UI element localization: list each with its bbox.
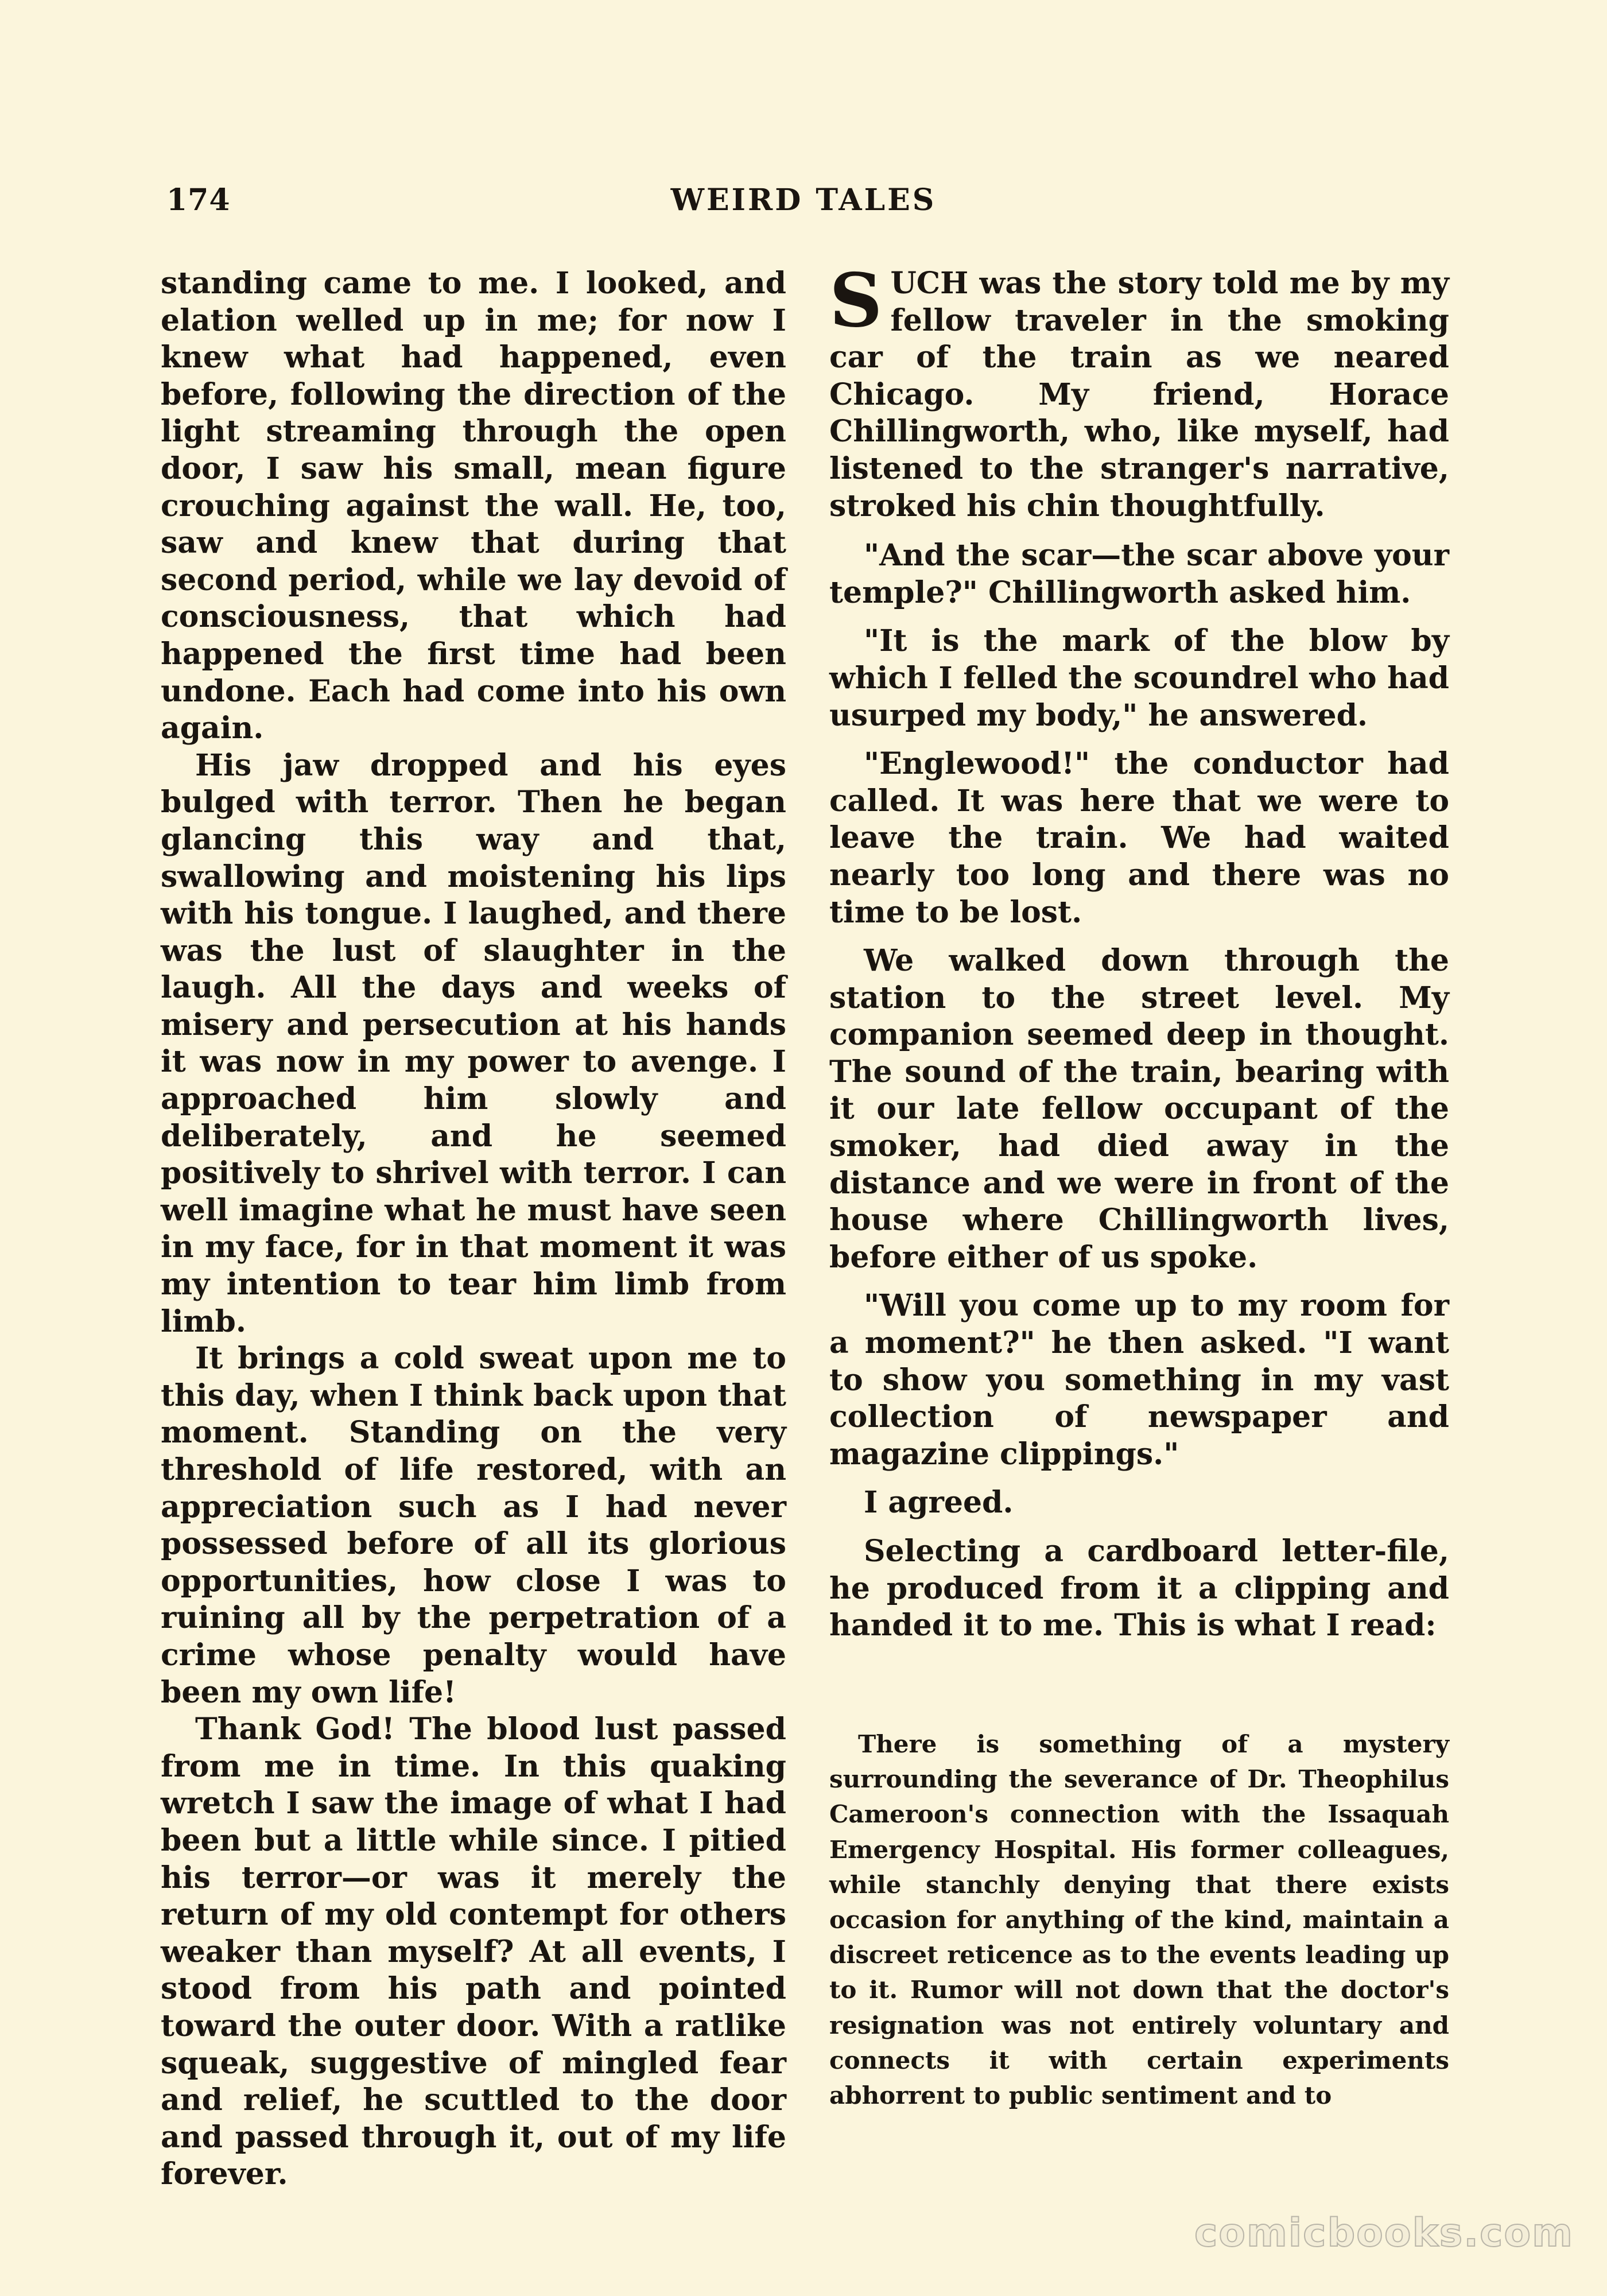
paragraph: "Will you come up to my room for a moment?" he then asked. "I want to show you something in my vast collection of newspaper and magazine clippings." xyxy=(829,1288,1449,1472)
paragraph: His jaw dropped and his eyes bulged with terror. Then he began glancing this way and that, swallowing and moistening his lips with his tongue. I laughed, and there was the lust of slaughter in the laugh. All the days and weeks of misery and persecution at his hands it was now in my power to avenge. I approached him slowly and deliberately, and he seemed positively to shrivel with terror. I can well imagine what he must have seen in my face, for in that moment it was my intention to tear him limb from limb. xyxy=(161,747,786,1339)
paragraph xyxy=(829,258,1449,525)
paragraph: "It is the mark of the blow by which I felled the scoundrel who had usurped my body," he answered. xyxy=(829,623,1449,733)
paragraph: "And the scar—the scar above your temple?" Chillingworth asked him. xyxy=(829,538,1449,610)
running-title: WEIRD TALES xyxy=(670,183,937,218)
paragraph: "Englewood!" the conductor had called. It was here that we were to leave the train. We had waited nearly too long and there was no time to be lost. xyxy=(829,746,1449,930)
paragraph: standing came to me. I looked, and elation welled up in me; for now I knew what had happened, even before, following the direction of the light streaming through the open door, I saw his small, mean figure crouching against the wall. He, too, saw and knew that during that second period, while we lay devoid of consciousness, that which had happened the first time had been undone. Each had come into his own again. xyxy=(161,266,786,746)
paragraph: Thank God! The blood lust passed from me in time. In this quaking wretch I saw the image of what I had been but a little while since. I pitied his terror—or was it merely the return of my old contempt for others weaker than myself? At all events, I stood from his path and pointed toward the outer door. With a ratlike squeak, suggestive of mingled fear and relief, he scuttled to the door and passed through it, out of my life forever. xyxy=(161,1712,786,2192)
page-number: 174 xyxy=(166,183,231,218)
paragraph: It brings a cold sweat upon me to this day, when I think back upon that moment. Standing on the very threshold of life restored, with an appreciation such as I had never possessed before of all its glorious opportunities, how close I was to ruining all by the perpetration of a crime whose penalty would have been my own life! xyxy=(161,1341,786,1710)
drop-cap: S xyxy=(829,258,883,344)
paragraph: I agreed. xyxy=(864,1485,1014,1521)
right-column xyxy=(829,258,1449,1656)
watermark: comicbooks.com xyxy=(1194,2210,1574,2256)
paragraph: We walked down through the station to the street level. My companion seemed deep in thought. The sound of the train, bearing with it our late fellow occupant of the smoker, had died away in the distance and we were in front of the house where Chillingworth lives, before either of us spoke. xyxy=(829,943,1449,1275)
paragraph-text: UCH was the story told me by my fellow traveler in the smoking car of the train as we neared Chicago. My friend, Horace Chillingworth, who, like myself, had listened to the stranger's narrative, stroked his chin thoughtfully. xyxy=(829,266,1449,523)
left-column xyxy=(161,265,786,2193)
paragraph: Selecting a cardboard letter-file, he produced from it a clipping and handed it to me. This is what I read: xyxy=(829,1534,1449,1643)
newspaper-clipping: There is something of a mystery surrounding the severance of Dr. Theophilus Cameroon's connection with the Issaquah Emergency Hospital. His former colleagues, while stanchly denying that there exists occasion for anything of the kind, maintain a discreet reticence as to the events leading up to it. Rumor will not down that the doctor's resignation was not entirely voluntary and connects it with certain experiments abhorrent to public sentiment and to xyxy=(829,1730,1449,2110)
